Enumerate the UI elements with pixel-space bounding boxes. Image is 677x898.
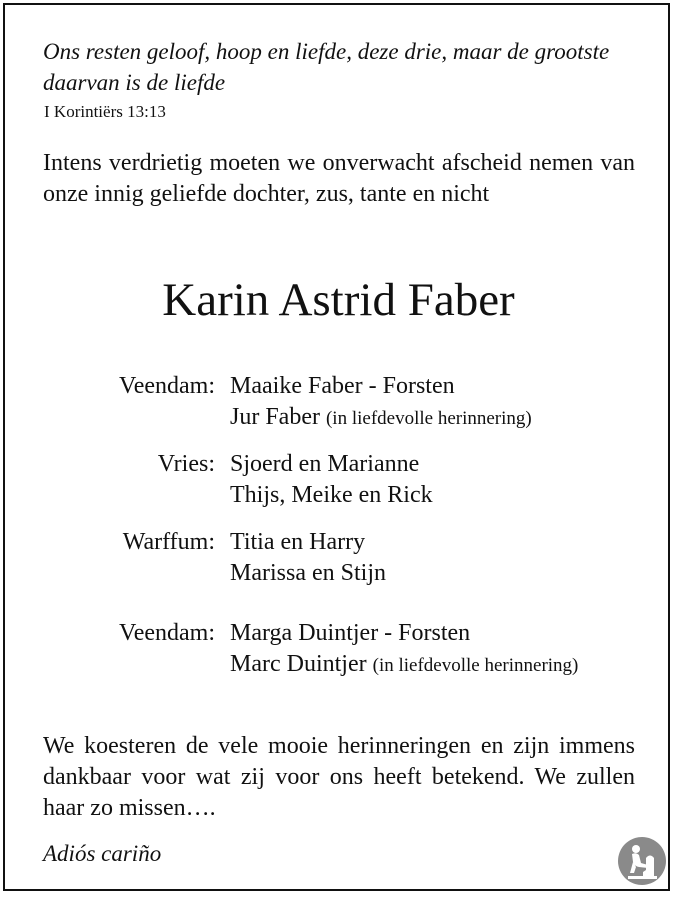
bible-reference: I Korintiërs 13:13 <box>44 102 166 121</box>
family-member-name: Thijs, Meike en Rick <box>230 482 433 508</box>
family-member <box>230 618 578 649</box>
family-member <box>230 402 532 434</box>
family-member-name: Sjoerd en Marianne <box>230 451 420 477</box>
family-member-name: Marc Duintjer <box>230 651 367 677</box>
intro-text: Intens verdrietig moeten we onverwacht afscheid nemen van onze innig geliefde dochter, zus, tante en nicht <box>43 150 635 207</box>
family-place: Veendam: <box>119 620 215 646</box>
family-member <box>230 649 578 681</box>
bible-quote: Ons resten geloof, hoop en liefde, deze drie, maar de grootste daarvan is de liefde <box>43 39 610 95</box>
family-member <box>230 527 386 558</box>
family-member-name: Marga Duintjer - Forsten <box>230 620 471 646</box>
deceased-name: Karin Astrid Faber <box>162 274 515 326</box>
family-names <box>230 618 578 681</box>
family-names <box>230 371 532 434</box>
family-member-name: Titia en Harry <box>230 529 366 555</box>
mourning-figure-icon <box>617 836 667 886</box>
family-member <box>230 449 433 480</box>
family-place: Veendam: <box>119 373 215 399</box>
family-member <box>230 480 433 511</box>
family-member <box>230 371 532 402</box>
family-member-note: (in liefdevolle herinnering) <box>325 408 532 429</box>
signoff-text: Adiós cariño <box>43 841 162 866</box>
family-names <box>230 527 386 589</box>
family-member-name: Maaike Faber - Forsten <box>230 373 455 399</box>
family-place: Vries: <box>157 451 215 477</box>
family-member-note: (in liefdevolle herinnering) <box>372 655 579 676</box>
family-names <box>230 449 433 511</box>
family-place: Warffum: <box>122 529 215 555</box>
family-member-name: Jur Faber <box>230 404 320 430</box>
family-member <box>230 558 386 589</box>
family-member-name: Marissa en Stijn <box>230 560 386 586</box>
closing-text: We koesteren de vele mooie herinneringen en zijn immens dankbaar voor wat zij voor ons heeft betekend. We zullen haar zo missen…. <box>43 733 635 821</box>
